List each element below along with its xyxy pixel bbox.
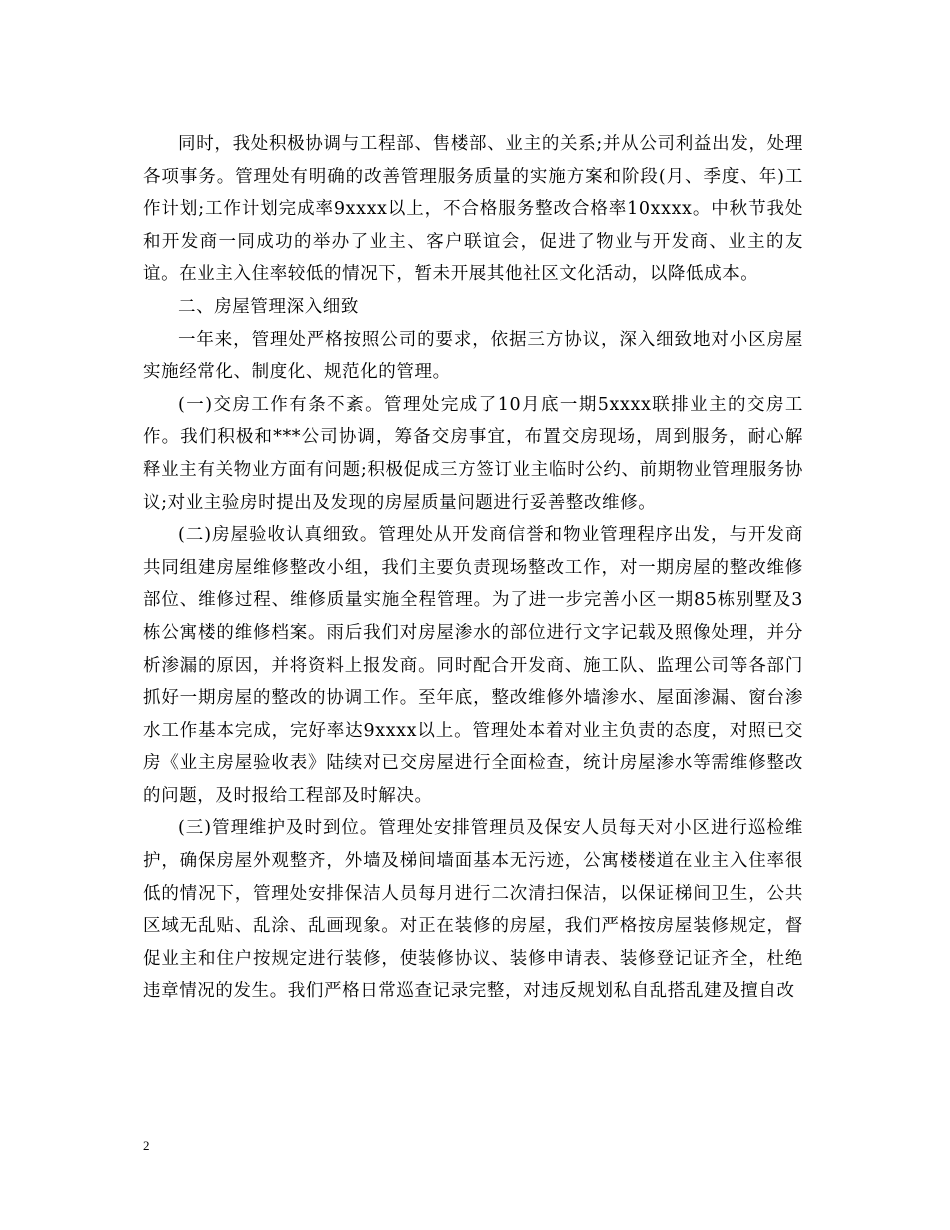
paragraph-relations: 同时，我处积极协调与工程部、售楼部、业主的关系;并从公司利益出发，处理各项事务。管理处有明确的改善管理服务质量的实施方案和阶段(月、季度、年)工作计划;工作计划完成率9xxxx以上，不合格服务整改合格率10xxxx。中秋节我处和开发商一同成功的举办了业主、客户联谊会，促进了物业与开发商、业主的友谊。在业主入住率较低的情况下，暂未开展其他社区文化活动，以降低成本。: [143, 134, 803, 285]
paragraph-maintenance: (三)管理维护及时到位。管理处安排管理员及保安人员每天对小区进行巡检维护，确保房屋外观整齐，外墙及梯间墙面基本无污迹，公寓楼楼道在业主入住率很低的情况下，管理处安排保洁人员每月进行二次清扫保洁，以保证梯间卫生，公共区域无乱贴、乱涂、乱画现象。对正在装修的房屋，我们严格按房屋装修规定，督促业主和住户按规定进行装修，使装修协议、装修申请表、装修登记证齐全，杜绝违章情况的发生。我们严格日常巡查记录完整，对违反规划私自乱搭乱建及擅自改: [143, 818, 803, 1002]
paragraph-handover: (一)交房工作有条不紊。管理处完成了10月底一期5xxxx联排业主的交房工作。我们积极和***公司协调，筹备交房事宜，布置交房现场，周到服务，耐心解释业主有关物业方面有问题;积极促成三方签订业主临时公约、前期物业管理服务协议;对业主验房时提出及发现的房屋质量问题进行妥善整改维修。: [143, 394, 803, 513]
paragraph-inspection: (二)房屋验收认真细致。管理处从开发商信誉和物业管理程序出发，与开发商共同组建房屋维修整改小组，我们主要负责现场整改工作，对一期房屋的整改维修部位、维修过程、维修质量实施全程管理。为了进一步完善小区一期85栋别墅及3栋公寓楼的维修档案。雨后我们对房屋渗水的部位进行文字记载及照像处理，并分析渗漏的原因，并将资料上报发商。同时配合开发商、施工队、监理公司等各部门抓好一期房屋的整改的协调工作。至年底，整改维修外墙渗水、屋面渗漏、窗台渗水工作基本完成，完好率达9xxxx以上。管理处本着对业主负责的态度，对照已交房《业主房屋验收表》陆续对已交房屋进行全面检查，统计房屋渗水等需维修整改的问题，及时报给工程部及时解决。: [143, 525, 803, 806]
page-number: 2: [143, 1138, 150, 1153]
document-body: [143, 128, 803, 1008]
paragraph-housing-intro: 一年来，管理处严格按照公司的要求，依据三方协议，深入细致地对小区房屋实施经常化、制度化、规范化的管理。: [143, 329, 803, 383]
section-heading-housing-management: 二、房屋管理深入细致: [178, 296, 359, 317]
